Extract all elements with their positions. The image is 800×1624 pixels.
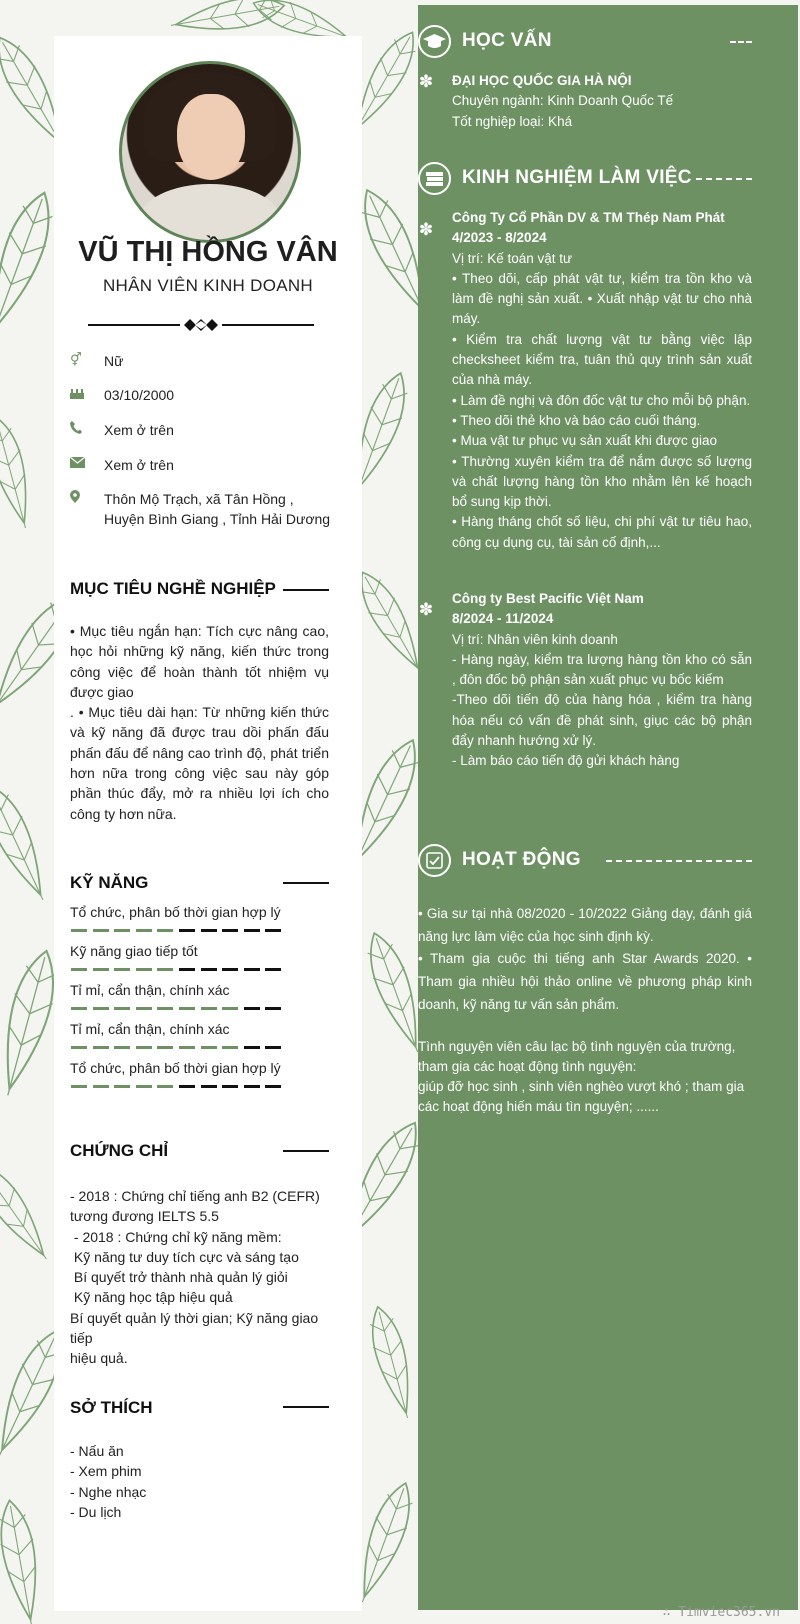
- watermark: ∴ Timviec365.vn: [662, 1605, 780, 1620]
- skill-level-segment: [71, 968, 87, 971]
- hobbies-heading: SỞ THÍCH: [70, 1398, 153, 1417]
- certificate-line: tương đương IELTS 5.5: [70, 1208, 219, 1225]
- leaf-icon: [0, 413, 40, 532]
- skill-level-segment: [136, 1007, 152, 1010]
- phone-icon: [70, 421, 88, 435]
- skill-name: Kỹ năng giao tiếp tốt: [70, 943, 198, 959]
- certificate-line: Bí quyết trở thành nhà quản lý giỏi: [70, 1269, 288, 1286]
- activity-volunteer: Tình nguyện viên câu lạc bộ tình nguyện của trường, tham gia các hoạt động tình nguyện:: [418, 1038, 736, 1074]
- skill-level-segment: [265, 1046, 281, 1049]
- skill-level-segment: [136, 1085, 152, 1088]
- envelope-icon: [70, 456, 88, 470]
- certificate-line: - 2018 : Chứng chỉ tiếng anh B2 (CEFR): [70, 1188, 320, 1204]
- flower-icon: ✽: [418, 600, 434, 619]
- objective-heading: MỤC TIÊU NGHỀ NGHIỆP: [70, 579, 276, 598]
- job-duty: • Theo dõi, cấp phát vật tư, kiểm tra tồn kho và làm đề nghị sản xuất. • Xuất nhập vật tư cho nhà máy.: [452, 270, 752, 327]
- school-name: ĐẠI HỌC QUỐC GIA HÀ NỘI: [452, 73, 632, 88]
- skill-level-segment: [244, 968, 260, 971]
- flower-icon: ✽: [418, 72, 434, 91]
- certificate-line: hiệu quả.: [70, 1350, 128, 1367]
- activity-icon: [418, 844, 451, 877]
- books-icon: [418, 162, 451, 195]
- activity-volunteer-detail: giúp đỡ học sinh , sinh viên nghèo vượt khó ; tham gia các hoạt động hiến máu tìn nguyện; ......: [418, 1079, 745, 1115]
- certificate-line: Kỹ năng học tập hiệu quả: [70, 1289, 233, 1306]
- skill-level-segment: [71, 1085, 87, 1088]
- job-entry: [452, 589, 752, 772]
- skill-level-segment: [244, 1007, 260, 1010]
- education-entry: [452, 71, 752, 132]
- job-duty: • Thường xuyên kiểm tra để nắm được số lượng và chất lượng hàng tồn kho nhằm lên kế hoạch bổ sung kịp thời.: [452, 453, 752, 510]
- certificates-heading: CHỨNG CHỈ: [70, 1141, 169, 1160]
- skill-level-segment: [265, 968, 281, 971]
- skill-level-segment: [201, 1007, 217, 1010]
- objective-heading-line: [283, 589, 329, 591]
- leaf-icon: [0, 1498, 48, 1624]
- skill-level-segment: [71, 1007, 87, 1010]
- skill-level-segment: [179, 1046, 195, 1049]
- hobby-item: - Xem phim: [70, 1463, 142, 1480]
- skill-level-segment: [157, 1085, 173, 1088]
- skill-level-segment: [114, 1007, 130, 1010]
- skill-level-segment: [179, 1007, 195, 1010]
- job-period: 4/2023 - 8/2024: [452, 230, 547, 246]
- skill-level-segment: [222, 968, 238, 971]
- skill-level-segment: [179, 1085, 195, 1088]
- hobby-item: - Nghe nhạc: [70, 1483, 147, 1500]
- skill-level-segment: [136, 968, 152, 971]
- location-pin-icon: [70, 490, 88, 504]
- skill-level-segment: [93, 1046, 109, 1049]
- experience-heading: KINH NGHIỆM LÀM VIỆC: [462, 167, 692, 188]
- activity-tutor: • Gia sư tại nhà 08/2020 - 10/2022 Giảng dạy, đánh giá năng lực làm việc của học sinh định kỳ.: [418, 906, 752, 944]
- certificates-heading-line: [283, 1150, 329, 1152]
- objective-text: [70, 621, 329, 824]
- address-line-2: Huyện Bình Giang , Tỉnh Hải Dương: [104, 511, 331, 527]
- skill-level-bar: [71, 929, 285, 932]
- skill-level-segment: [179, 929, 195, 932]
- skill-level-segment: [265, 1085, 281, 1088]
- activity-contest: • Tham gia cuộc thi tiếng anh Star Awards 2020. • Tham gia nhiều hội thảo online về phương pháp kinh doanh, kỹ năng tư vấn sản phẩm.: [418, 951, 752, 1012]
- leaf-icon: [0, 778, 58, 907]
- skill-level-segment: [114, 1046, 130, 1049]
- skill-name: Tổ chức, phân bố thời gian hợp lý: [70, 904, 281, 920]
- job-company: Công ty Best Pacific Việt Nam: [452, 591, 644, 606]
- job-position: Vị trí: Kế toán vật tư: [452, 250, 573, 266]
- skill-level-segment: [136, 1046, 152, 1049]
- address-line-1: Thôn Mộ Trạch, xã Tân Hồng ,: [104, 491, 294, 507]
- skill-level-segment: [157, 1046, 173, 1049]
- right-column: [418, 5, 798, 1610]
- leaf-icon: [0, 1156, 59, 1267]
- skill-level-segment: [244, 929, 260, 932]
- leaf-icon: [363, 1303, 418, 1422]
- skill-level-segment: [157, 1007, 173, 1010]
- skill-name: Tỉ mỉ, cẩn thận, chính xác: [70, 1021, 230, 1037]
- experience-header: [418, 162, 798, 198]
- grade: Tốt nghiệp loại: Khá: [452, 113, 573, 129]
- education-heading: HỌC VẤN: [462, 30, 552, 51]
- job-duty: -Theo dõi tiến độ của hàng hóa , kiểm tra hàng hóa nếu có vấn đề phát sinh, giục các bộ phận đẩy nhanh hướng xử lý.: [452, 692, 752, 749]
- skill-level-segment: [222, 1007, 238, 1010]
- skills-heading: KỸ NĂNG: [70, 873, 149, 892]
- job-duty: - Làm báo cáo tiến độ gửi khách hàng: [452, 753, 680, 769]
- skill-name: Tổ chức, phân bố thời gian hợp lý: [70, 1060, 281, 1076]
- objective-short-term: • Mục tiêu ngắn hạn: Tích cực nâng cao, học hỏi những kỹ năng, kiến thức trong công việc để hoàn thành tốt nhiệm vụ được giao: [70, 623, 329, 700]
- phone-value: Xem ở trên: [104, 422, 174, 438]
- birthday-value: 03/10/2000: [104, 387, 175, 403]
- skill-level-segment: [222, 1046, 238, 1049]
- skill-level-bar: [71, 968, 285, 971]
- job-title: NHÂN VIÊN KINH DOANH: [102, 276, 314, 295]
- activities-text: [418, 903, 752, 1118]
- skill-level-segment: [244, 1085, 260, 1088]
- skill-level-segment: [222, 929, 238, 932]
- certificate-line: Kỹ năng tư duy tích cực và sáng tạo: [70, 1248, 299, 1265]
- skill-level-bar: [71, 1085, 285, 1088]
- education-header: [418, 25, 798, 61]
- skill-name: Tỉ mỉ, cẩn thận, chính xác: [70, 982, 230, 998]
- flower-icon: ✽: [418, 220, 434, 239]
- hobby-item: - Nấu ăn: [70, 1443, 124, 1459]
- job-duty: • Mua vật tư phục vụ sản xuất khi được giao: [452, 433, 718, 449]
- left-column: [54, 36, 362, 1611]
- hobbies-heading-line: [283, 1406, 329, 1408]
- graduation-cap-icon: [418, 25, 451, 58]
- job-duty: • Theo dõi thẻ kho và báo cáo cuối tháng.: [452, 412, 701, 428]
- job-duty: - Hàng ngày, kiểm tra lượng hàng tồn kho có sẵn , đôn đốc bộ phận sản xuất phục vụ bốc kiếm: [452, 651, 752, 688]
- skill-level-segment: [93, 1007, 109, 1010]
- gender-value: Nữ: [104, 353, 124, 369]
- skill-level-segment: [265, 1007, 281, 1010]
- email-value: Xem ở trên: [104, 457, 174, 473]
- title-divider: [88, 319, 314, 331]
- skills-heading-line: [283, 882, 329, 884]
- skill-level-segment: [93, 968, 109, 971]
- skill-level-segment: [71, 1046, 87, 1049]
- skill-level-segment: [222, 1085, 238, 1088]
- skill-level-segment: [114, 968, 130, 971]
- job-duty: • Kiểm tra chất lượng vật tư bằng việc lập checksheet kiểm tra, tuân thủ quy trình sản xuất của nhà máy.: [452, 331, 752, 388]
- certificate-line: Bí quyết quản lý thời gian; Kỹ năng giao tiếp: [70, 1309, 319, 1347]
- leaf-icon: [359, 928, 418, 1058]
- job-duty: • Làm đề nghị và đôn đốc vật tư cho mỗi bộ phận.: [452, 392, 751, 408]
- cake-icon: [70, 386, 88, 400]
- certificates-list: [70, 1186, 329, 1369]
- certificate-line: - 2018 : Chứng chỉ kỹ năng mềm:: [70, 1228, 282, 1245]
- skill-level-segment: [201, 968, 217, 971]
- activities-header: [418, 844, 798, 880]
- skill-level-segment: [136, 929, 152, 932]
- skill-level-bar: [71, 1007, 285, 1010]
- job-company: Công Ty Cổ Phần DV & TM Thép Nam Phát: [452, 210, 725, 225]
- avatar: [119, 61, 301, 243]
- skill-level-segment: [179, 968, 195, 971]
- skill-level-segment: [71, 929, 87, 932]
- skill-level-segment: [93, 1085, 109, 1088]
- job-entry: [452, 208, 752, 553]
- hobby-item: - Du lịch: [70, 1503, 122, 1520]
- objective-long-term: . • Mục tiêu dài hạn: Từ những kiến thức và kỹ năng đã được trau dồi phấn đấu phấn đấu để nâng cao trình độ, phát triển hơn nữa trong công việc sau này góp phần thúc đẩy, mở ra nhiều lợi ích cho công ty hơn nữa.: [70, 704, 329, 822]
- skill-level-segment: [201, 929, 217, 932]
- skill-level-segment: [265, 929, 281, 932]
- candidate-name: VŨ THỊ HỒNG VÂN: [78, 236, 338, 268]
- hobbies-list: [70, 1441, 329, 1522]
- skill-level-segment: [157, 968, 173, 971]
- skill-level-segment: [114, 1085, 130, 1088]
- skill-level-segment: [114, 929, 130, 932]
- skill-level-segment: [201, 1046, 217, 1049]
- skill-level-segment: [157, 929, 173, 932]
- job-duty: • Hàng tháng chốt số liệu, chi phí vật tư tiêu hao, công cụ dụng cụ, tài sản cố định,...: [452, 514, 752, 550]
- skill-level-segment: [244, 1046, 260, 1049]
- job-period: 8/2024 - 11/2024: [452, 611, 554, 627]
- skill-level-segment: [201, 1085, 217, 1088]
- skill-level-bar: [71, 1046, 285, 1049]
- skill-level-segment: [93, 929, 109, 932]
- job-position: Vị trí: Nhân viên kinh doanh: [452, 631, 618, 647]
- gender-icon: ⚥: [70, 352, 82, 367]
- activities-heading: HOẠT ĐỘNG: [462, 849, 581, 870]
- major: Chuyên ngành: Kinh Doanh Quốc Tế: [452, 93, 674, 109]
